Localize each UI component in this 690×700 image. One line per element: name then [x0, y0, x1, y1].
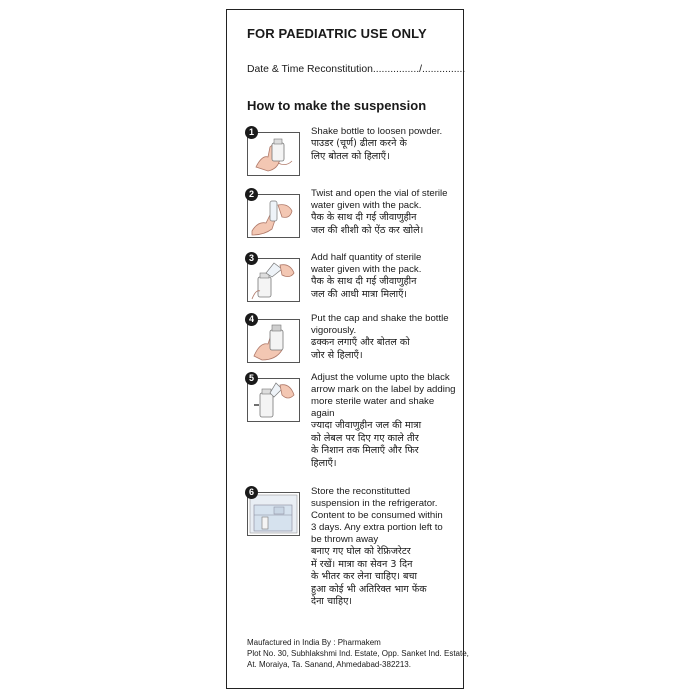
step-hindi-line: हुआ कोई भी अतिरिक्त भाग फेंक: [311, 583, 427, 595]
instruction-leaflet: [226, 9, 469, 689]
step-number-badge: 5: [245, 372, 258, 385]
step-english-line: Add half quantity of sterile: [311, 252, 422, 263]
step-english-line: Content to be consumed within: [311, 510, 443, 521]
step-text: [311, 313, 459, 362]
section-title: How to make the suspension: [247, 98, 427, 113]
step-hindi-line: देना चाहिए।: [311, 596, 353, 607]
step-text: [311, 252, 459, 301]
step-english-line: water given with the pack.: [311, 264, 422, 275]
step-english-line: Store the reconstitutted: [311, 486, 411, 497]
step-text: [311, 486, 459, 609]
step-hindi-line: के निशान तक मिलाएँ और फिर: [311, 445, 419, 456]
step-english-line: Adjust the volume upto the black: [311, 372, 450, 383]
manufacturer-address-line: Plot No. 30, Subhlakshmi Ind. Estate, Opp. Sanket Ind. Estate,: [247, 649, 469, 658]
shaking-capped-bottle-icon: [247, 319, 300, 363]
step-number-badge: 6: [245, 486, 258, 499]
step-hindi-line: हिलाएँ।: [311, 457, 337, 469]
step-english-line: more sterile water and shake: [311, 396, 435, 407]
step-text: [311, 372, 459, 470]
hand-shaking-bottle-icon: [247, 132, 300, 176]
step-english-line: 3 days. Any extra portion left to: [311, 522, 443, 533]
step-english-line: Twist and open the vial of sterile: [311, 188, 448, 199]
step-hindi-line: जल की आधी मात्रा मिलाएँ।: [311, 288, 408, 300]
step-hindi-line: के भीतर कर लेना चाहिए। बचा: [311, 571, 417, 582]
step-english-line: vigorously.: [311, 325, 357, 336]
step-number-badge: 4: [245, 313, 258, 326]
step-hindi-line: जोर से हिलाएँ।: [311, 349, 363, 361]
step-hindi-line: जल की शीशी को ऐंठ कर खोले।: [311, 224, 424, 236]
step-hindi-line: पैक के साथ दी गई जीवाणुहीन: [311, 212, 417, 223]
step-english-line: again: [311, 408, 335, 419]
step-hindi-line: ढक्कन लगाएँ और बोतल को: [311, 337, 410, 348]
pouring-water-icon: [247, 258, 300, 302]
step-english-line: be thrown away: [311, 534, 379, 545]
step-hindi-line: ज्यादा जीवाणुहीन जल की मात्रा: [311, 420, 422, 431]
step-english-line: arrow mark on the label by adding: [311, 384, 456, 395]
step-english-line: Put the cap and shake the bottle: [311, 313, 449, 324]
step-english-line: suspension in the refrigerator.: [311, 498, 438, 509]
twisting-vial-icon: [247, 194, 300, 238]
paediatric-heading: FOR PAEDIATRIC USE ONLY: [247, 26, 427, 41]
step-hindi-line: में रखें। मात्रा का सेवन 3 दिन: [311, 558, 413, 570]
step-hindi-line: पैक के साथ दी गई जीवाणुहीन: [311, 276, 417, 287]
step-number-badge: 1: [245, 126, 258, 139]
step-english-line: water given with the pack.: [311, 200, 422, 211]
step-hindi-line: लिए बोतल को हिलाएँ।: [311, 150, 390, 162]
refrigerator-icon: [247, 492, 300, 536]
step-text: [311, 126, 459, 163]
step-text: [311, 188, 459, 237]
step-hindi-line: को लेबल पर दिए गए काले तीर: [311, 432, 419, 444]
manufacturer-line: Maufactured in India By : Pharmakem: [247, 638, 381, 647]
step-english-line: Shake bottle to loosen powder.: [311, 126, 443, 137]
manufacturer-address-line: At. Moraiya, Ta. Sanand, Ahmedabad-382213.: [247, 660, 411, 669]
step-hindi-line: बनाए गए घोल को रेफ्रिजरेटर: [311, 546, 411, 557]
step-number-badge: 2: [245, 188, 258, 201]
step-hindi-line: पाउडर (चूर्ण) ढीला करने के: [311, 138, 407, 149]
adjusting-volume-icon: [247, 378, 300, 422]
reconstitution-date-line: Date & Time Reconstitution................/...............: [247, 64, 466, 75]
step-number-badge: 3: [245, 252, 258, 265]
manufacturer-info: [247, 637, 469, 670]
